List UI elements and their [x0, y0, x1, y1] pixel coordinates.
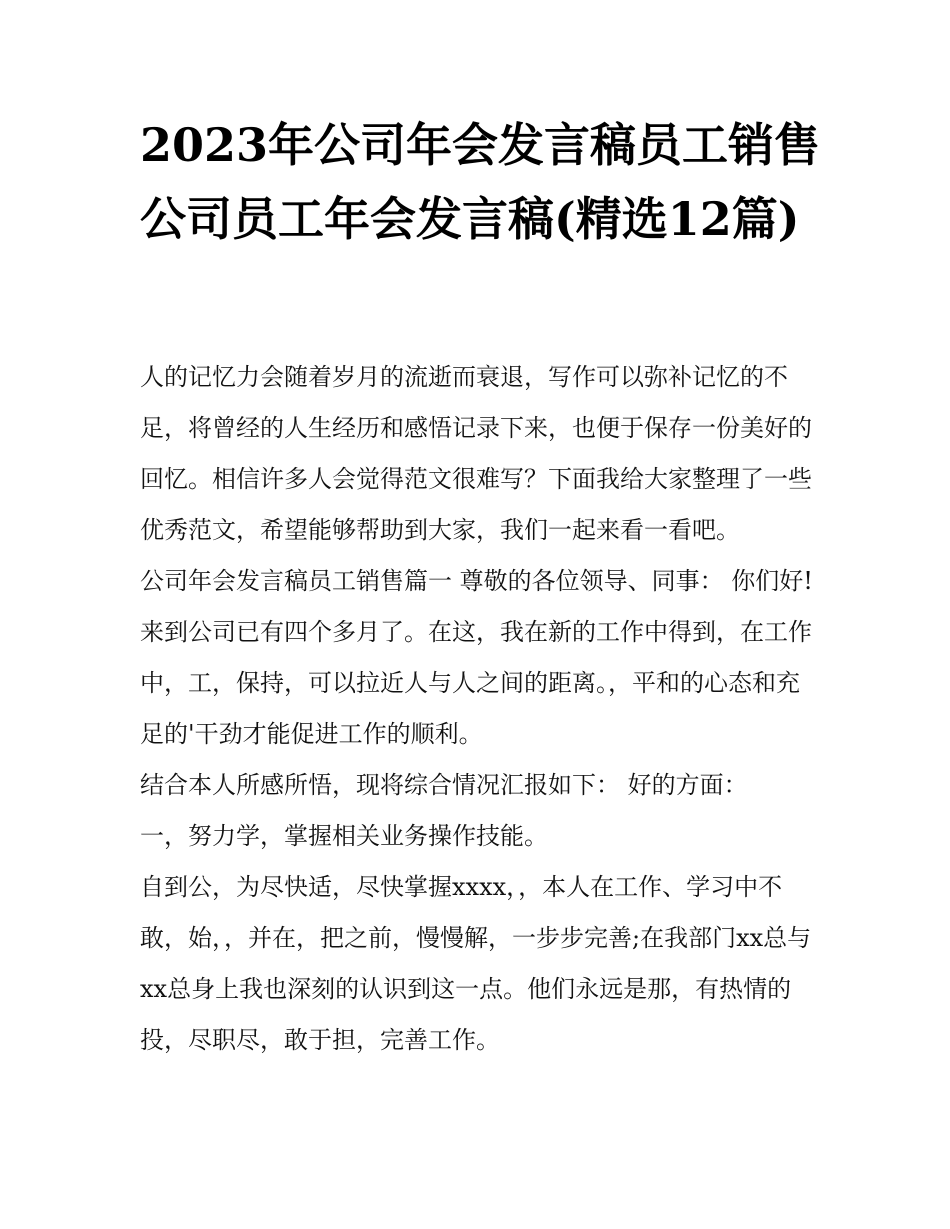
paragraph-intro: 人的记忆力会随着岁月的流逝而衰退，写作可以弥补记忆的不足，将曾经的人生经历和感悟记录下来，也便于保存一份美好的回忆。相信许多人会觉得范文很难写？下面我给大家整理了一些优秀范文，希望能够帮助到大家，我们一起来看一看吧。 — [140, 363, 812, 544]
paragraph-greeting: 公司年会发言稿员工销售篇一 尊敬的各位领导、同事： 你们好! — [140, 567, 813, 595]
paragraph-summary-intro: 结合本人所感所悟，现将综合情况汇报如下： 好的方面： — [140, 771, 748, 799]
paragraph-point-one: 一，努力学，掌握相关业务操作技能。 — [140, 822, 548, 850]
document-title: 2023年公司年会发言稿员工销售 公司员工年会发言稿(精选12篇) — [140, 118, 821, 246]
document-body — [140, 352, 820, 1066]
paragraph-details: 自到公，为尽快适，尽快掌握xxxx，，本人在工作、学习中不敢，始，，并在，把之前，慢慢解，一步步完善;在我部门xx总与xx总身上我也深刻的认识到这一点。他们永远是那，有热情的投，尽职尽，敢于担，完善工作。 — [140, 873, 812, 1054]
paragraph-arrival: 来到公司已有四个多月了。在这，我在新的工作中得到，在工作中，工，保持，可以拉近人与人之间的距离。，平和的心态和充足的'干劲才能促进工作的顺利。 — [140, 618, 812, 748]
